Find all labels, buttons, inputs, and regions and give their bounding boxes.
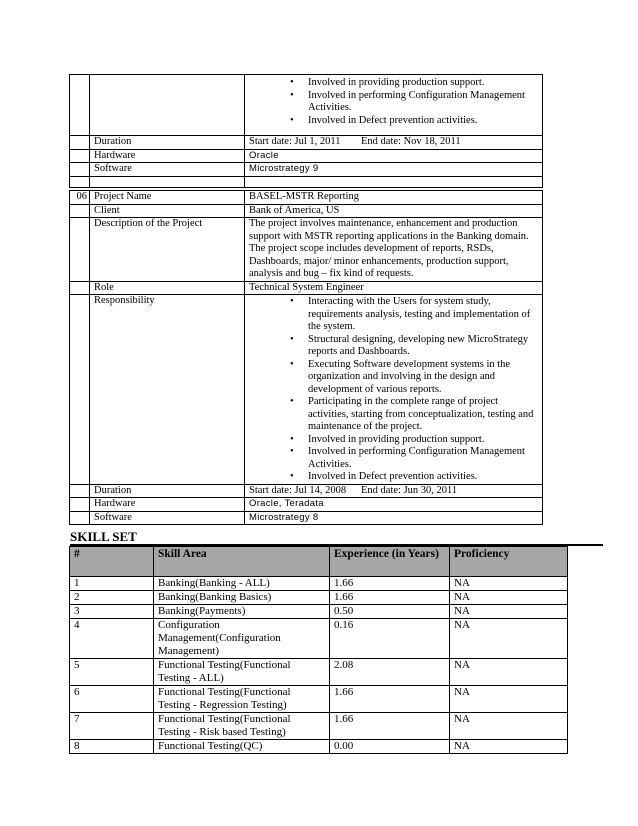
header-number: # bbox=[70, 547, 154, 577]
proficiency: NA bbox=[450, 659, 568, 686]
proficiency: NA bbox=[450, 591, 568, 605]
table-row bbox=[70, 713, 568, 740]
table-row bbox=[70, 619, 568, 659]
duration-value bbox=[245, 484, 543, 498]
experience: 2.08 bbox=[330, 659, 450, 686]
project-name-label: Project Name bbox=[90, 191, 245, 205]
experience: 1.66 bbox=[330, 686, 450, 713]
client-label: Client bbox=[90, 204, 245, 218]
experience: 0.50 bbox=[330, 605, 450, 619]
experience: 1.66 bbox=[330, 591, 450, 605]
previous-project-table bbox=[69, 74, 543, 188]
previous-responsibility-list bbox=[249, 77, 538, 127]
software-value: Microstrategy 8 bbox=[245, 511, 543, 525]
list-item: • Participating in the complete range of project activities, starting from conceptualization, testing and maintenance of the project. bbox=[290, 396, 538, 434]
header-proficiency: Proficiency bbox=[450, 547, 568, 577]
duration-value bbox=[245, 136, 543, 150]
skill-table bbox=[69, 546, 568, 754]
header-skill-area: Skill Area bbox=[154, 547, 330, 577]
list-item: • Interacting with the Users for system study, requirements analysis, testing and implementation of the system. bbox=[290, 296, 538, 334]
list-item: • Involved in Defect prevention activities. bbox=[290, 115, 538, 128]
software-label: Software bbox=[90, 163, 245, 177]
list-item: • Involved in performing Configuration Management Activities. bbox=[290, 446, 538, 471]
description-value: The project involves maintenance, enhancement and production support with MSTR reporting applications in the Banking domain. The project scope includes development of reports, RSDs, Dashboards, major/ minor enhancements, production support, analysis and bug – fix kind of requests. bbox=[245, 218, 543, 282]
table-row bbox=[70, 659, 568, 686]
project-number: 06 bbox=[70, 191, 90, 205]
skill-set-heading: SKILL SET bbox=[70, 529, 137, 544]
hardware-label: Hardware bbox=[90, 149, 245, 163]
skill-area: Functional Testing(Functional Testing - Risk based Testing) bbox=[154, 713, 330, 740]
row-number: 5 bbox=[70, 659, 154, 686]
duration-label: Duration bbox=[90, 136, 245, 150]
header-experience: Experience (in Years) bbox=[330, 547, 450, 577]
end-date: End date: Jun 30, 2011 bbox=[361, 484, 458, 496]
table-row bbox=[70, 740, 568, 754]
experience: 0.00 bbox=[330, 740, 450, 754]
end-date: End date: Nov 18, 2011 bbox=[361, 136, 461, 147]
row-number: 8 bbox=[70, 740, 154, 754]
list-item: • Involved in providing production support. bbox=[290, 77, 538, 90]
responsibility-list bbox=[249, 296, 538, 484]
hardware-label: Hardware bbox=[90, 498, 245, 512]
proficiency: NA bbox=[450, 713, 568, 740]
client-value: Bank of America, US bbox=[245, 204, 543, 218]
list-item: • Executing Software development systems in the organization and involving in the design and development of various reports. bbox=[290, 359, 538, 397]
skill-area: Banking(Payments) bbox=[154, 605, 330, 619]
skill-area: Functional Testing(Functional Testing - ALL) bbox=[154, 659, 330, 686]
responsibility-label: Responsibility bbox=[90, 295, 245, 485]
row-number: 6 bbox=[70, 686, 154, 713]
hardware-value: Oracle bbox=[245, 149, 543, 163]
row-number: 2 bbox=[70, 591, 154, 605]
software-value: Microstrategy 9 bbox=[245, 163, 543, 177]
table-row bbox=[70, 605, 568, 619]
row-number: 3 bbox=[70, 605, 154, 619]
proficiency: NA bbox=[450, 605, 568, 619]
list-item: • Involved in performing Configuration Management Activities. bbox=[290, 90, 538, 115]
proficiency: NA bbox=[450, 740, 568, 754]
skill-area: Configuration Management(Configuration Management) bbox=[154, 619, 330, 659]
duration-label: Duration bbox=[90, 484, 245, 498]
skill-area: Banking(Banking - ALL) bbox=[154, 577, 330, 591]
table-row bbox=[70, 686, 568, 713]
skill-area: Functional Testing(Functional Testing - Regression Testing) bbox=[154, 686, 330, 713]
project-name-value: BASEL-MSTR Reporting bbox=[245, 191, 543, 205]
row-number: 7 bbox=[70, 713, 154, 740]
experience: 0.16 bbox=[330, 619, 450, 659]
list-item: • Involved in Defect prevention activities. bbox=[290, 471, 538, 484]
skill-area: Banking(Banking Basics) bbox=[154, 591, 330, 605]
description-label: Description of the Project bbox=[90, 218, 245, 282]
project-06-table bbox=[69, 190, 543, 525]
proficiency: NA bbox=[450, 577, 568, 591]
table-row bbox=[70, 591, 568, 605]
row-number: 4 bbox=[70, 619, 154, 659]
row-number: 1 bbox=[70, 577, 154, 591]
role-label: Role bbox=[90, 281, 245, 295]
proficiency: NA bbox=[450, 686, 568, 713]
experience: 1.66 bbox=[330, 713, 450, 740]
experience: 1.66 bbox=[330, 577, 450, 591]
hardware-value: Oracle, Teradata bbox=[245, 498, 543, 512]
table-header-row bbox=[70, 547, 568, 577]
software-label: Software bbox=[90, 511, 245, 525]
proficiency: NA bbox=[450, 619, 568, 659]
list-item: • Involved in providing production support. bbox=[290, 434, 538, 447]
role-value: Technical System Engineer bbox=[245, 281, 543, 295]
skill-area: Functional Testing(QC) bbox=[154, 740, 330, 754]
table-row bbox=[70, 577, 568, 591]
start-date: Start date: Jul 1, 2011 bbox=[249, 136, 341, 147]
start-date: Start date: Jul 14, 2008 bbox=[249, 484, 347, 496]
list-item: • Structural designing, developing new MicroStrategy reports and Dashboards. bbox=[290, 334, 538, 359]
